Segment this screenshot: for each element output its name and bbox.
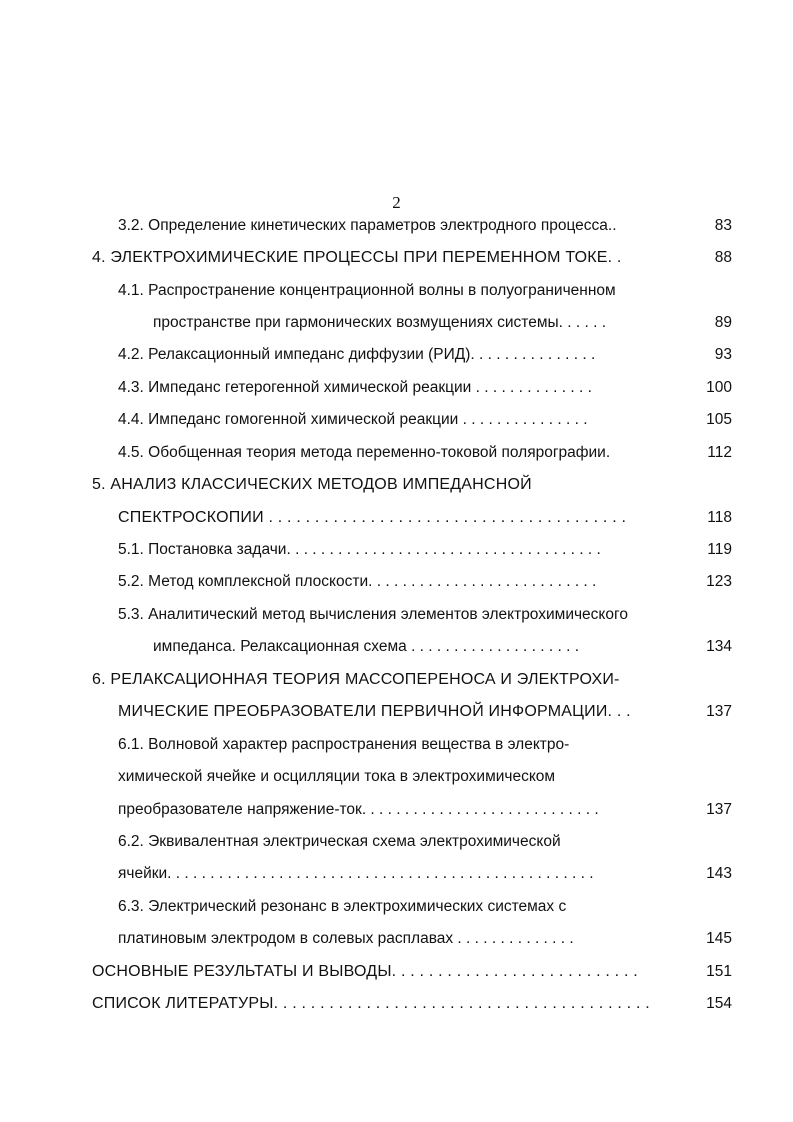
toc-entry-title: 4.5. Обобщенная теория метода переменно-токовой полярографии.	[118, 444, 611, 461]
toc-page-number: 145	[706, 930, 732, 947]
toc-entry-title: 4.1. Распространение концентрационной волны в полуограниченном	[118, 282, 616, 299]
toc-entry-title: 4. ЭЛЕКТРОХИМИЧЕСКИЕ ПРОЦЕССЫ ПРИ ПЕРЕМЕННОМ ТОКЕ. .	[92, 249, 622, 266]
toc-page-number: 123	[706, 573, 732, 590]
toc-entry-chapter-6	[92, 664, 620, 696]
toc-entry-title: 5. АНАЛИЗ КЛАССИЧЕСКИХ МЕТОДОВ ИМПЕДАНСНОЙ	[92, 476, 532, 493]
toc-entry-chapter-6-cont	[118, 696, 631, 728]
toc-entry-title: 4.4. Импеданс гомогенной химической реакции . . . . . . . . . . . . . . .	[118, 411, 588, 428]
toc-entry-title-continuation: импеданса. Релаксационная схема . . . . . . . . . . . . . . . . . . . .	[153, 638, 580, 655]
toc-entry-title: 5.1. Постановка задачи. . . . . . . . . . . . . . . . . . . . . . . . . . . . . . . . . . . . .	[118, 541, 601, 558]
toc-page-number: 137	[706, 801, 732, 818]
toc-entry-6-1-cont-1	[118, 761, 555, 793]
toc-page-number: 89	[714, 314, 732, 331]
toc-entry-4-1	[118, 275, 616, 307]
toc-page-number: 105	[706, 411, 732, 428]
toc-entry-title-continuation: платиновым электродом в солевых расплавах . . . . . . . . . . . . . .	[118, 930, 574, 947]
toc-entry-4-5	[118, 437, 610, 469]
toc-entry-title: ОСНОВНЫЕ РЕЗУЛЬТАТЫ И ВЫВОДЫ. . . . . . . . . . . . . . . . . . . . . . . . . . .	[92, 963, 638, 980]
toc-entry-title: 6. РЕЛАКСАЦИОННАЯ ТЕОРИЯ МАССОПЕРЕНОСА И ЭЛЕКТРОХИ-	[92, 671, 620, 688]
toc-entry-title: 4.2. Релаксационный импеданс диффузии (РИД). . . . . . . . . . . . . . .	[118, 346, 596, 363]
toc-entry-4-4	[118, 404, 588, 436]
page-number: 2	[392, 193, 401, 212]
toc-entry-5-3	[118, 599, 628, 631]
toc-page-number: 143	[706, 865, 732, 882]
toc-page-number: 100	[706, 379, 732, 396]
toc-page-number: 93	[714, 346, 732, 363]
toc-page-number: 88	[714, 249, 732, 266]
toc-entry-6-2-cont	[118, 858, 594, 890]
toc-entry-results	[92, 956, 638, 988]
toc-entry-title: 6.2. Эквивалентная электрическая схема электрохимической	[118, 833, 561, 850]
toc-entry-6-1	[118, 729, 569, 761]
toc-entry-title: 3.2. Определение кинетических параметров электродного процесса..	[118, 217, 617, 234]
toc-entry-6-2	[118, 826, 561, 858]
toc-page-number: 119	[707, 541, 732, 558]
toc-entry-6-3-cont	[118, 923, 574, 955]
toc-page-number: 154	[706, 995, 732, 1012]
toc-page-number: 134	[706, 638, 732, 655]
toc-entry-references	[92, 988, 650, 1020]
toc-entry-title: 5.3. Аналитический метод вычисления элементов электрохимического	[118, 606, 628, 623]
toc-entry-title: 6.1. Волновой характер распространения вещества в электро-	[118, 736, 570, 753]
toc-entry-title: 4.3. Импеданс гетерогенной химической реакции . . . . . . . . . . . . . .	[118, 379, 592, 396]
toc-entry-chapter-5	[92, 469, 532, 501]
toc-page-number: 112	[707, 444, 732, 461]
toc-entry-5-3-cont	[153, 631, 579, 663]
toc-page-number: 137	[706, 703, 732, 720]
toc-entry-title-continuation: пространстве при гармонических возмущениях системы. . . . . .	[153, 314, 607, 331]
toc-page-number: 118	[707, 509, 732, 526]
toc-entry-title: 5.2. Метод комплексной плоскости. . . . . . . . . . . . . . . . . . . . . . . . . . .	[118, 573, 597, 590]
toc-entry-chapter-5-cont	[118, 502, 626, 534]
toc-entry-title-continuation: ячейки. . . . . . . . . . . . . . . . . . . . . . . . . . . . . . . . . . . . . . . . . . . . . . . . . .	[118, 865, 594, 882]
toc-entry-chapter-4	[92, 242, 622, 274]
toc-page-number: 151	[706, 963, 732, 980]
toc-entry-6-1-cont-2	[118, 794, 599, 826]
toc-entry-4-1-cont	[153, 307, 606, 339]
toc-entry-6-3	[118, 891, 566, 923]
toc-entry-title-continuation: МИЧЕСКИЕ ПРЕОБРАЗОВАТЕЛИ ПЕРВИЧНОЙ ИНФОРМАЦИИ. . .	[118, 703, 631, 720]
toc-page-number: 83	[714, 217, 732, 234]
toc-entry-title-continuation: СПЕКТРОСКОПИИ . . . . . . . . . . . . . . . . . . . . . . . . . . . . . . . . . . . . . . .	[118, 509, 627, 526]
toc-entry-title: 6.3. Электрический резонанс в электрохимических системах с	[118, 898, 567, 915]
toc-entry-5-2	[118, 566, 596, 598]
toc-entry-title-continuation: преобразователе напряжение-ток. . . . . . . . . . . . . . . . . . . . . . . . . . . .	[118, 801, 599, 818]
toc-entry-3-2	[118, 210, 617, 242]
toc-entry-5-1	[118, 534, 601, 566]
toc-entry-4-2	[118, 339, 595, 371]
toc-entry-4-3	[118, 372, 592, 404]
toc-entry-title: СПИСОК ЛИТЕРАТУРЫ. . . . . . . . . . . . . . . . . . . . . . . . . . . . . . . . . . . . . . . . .	[92, 995, 650, 1012]
toc-entry-title-continuation: химической ячейке и осцилляции тока в электрохимическом	[118, 768, 556, 785]
